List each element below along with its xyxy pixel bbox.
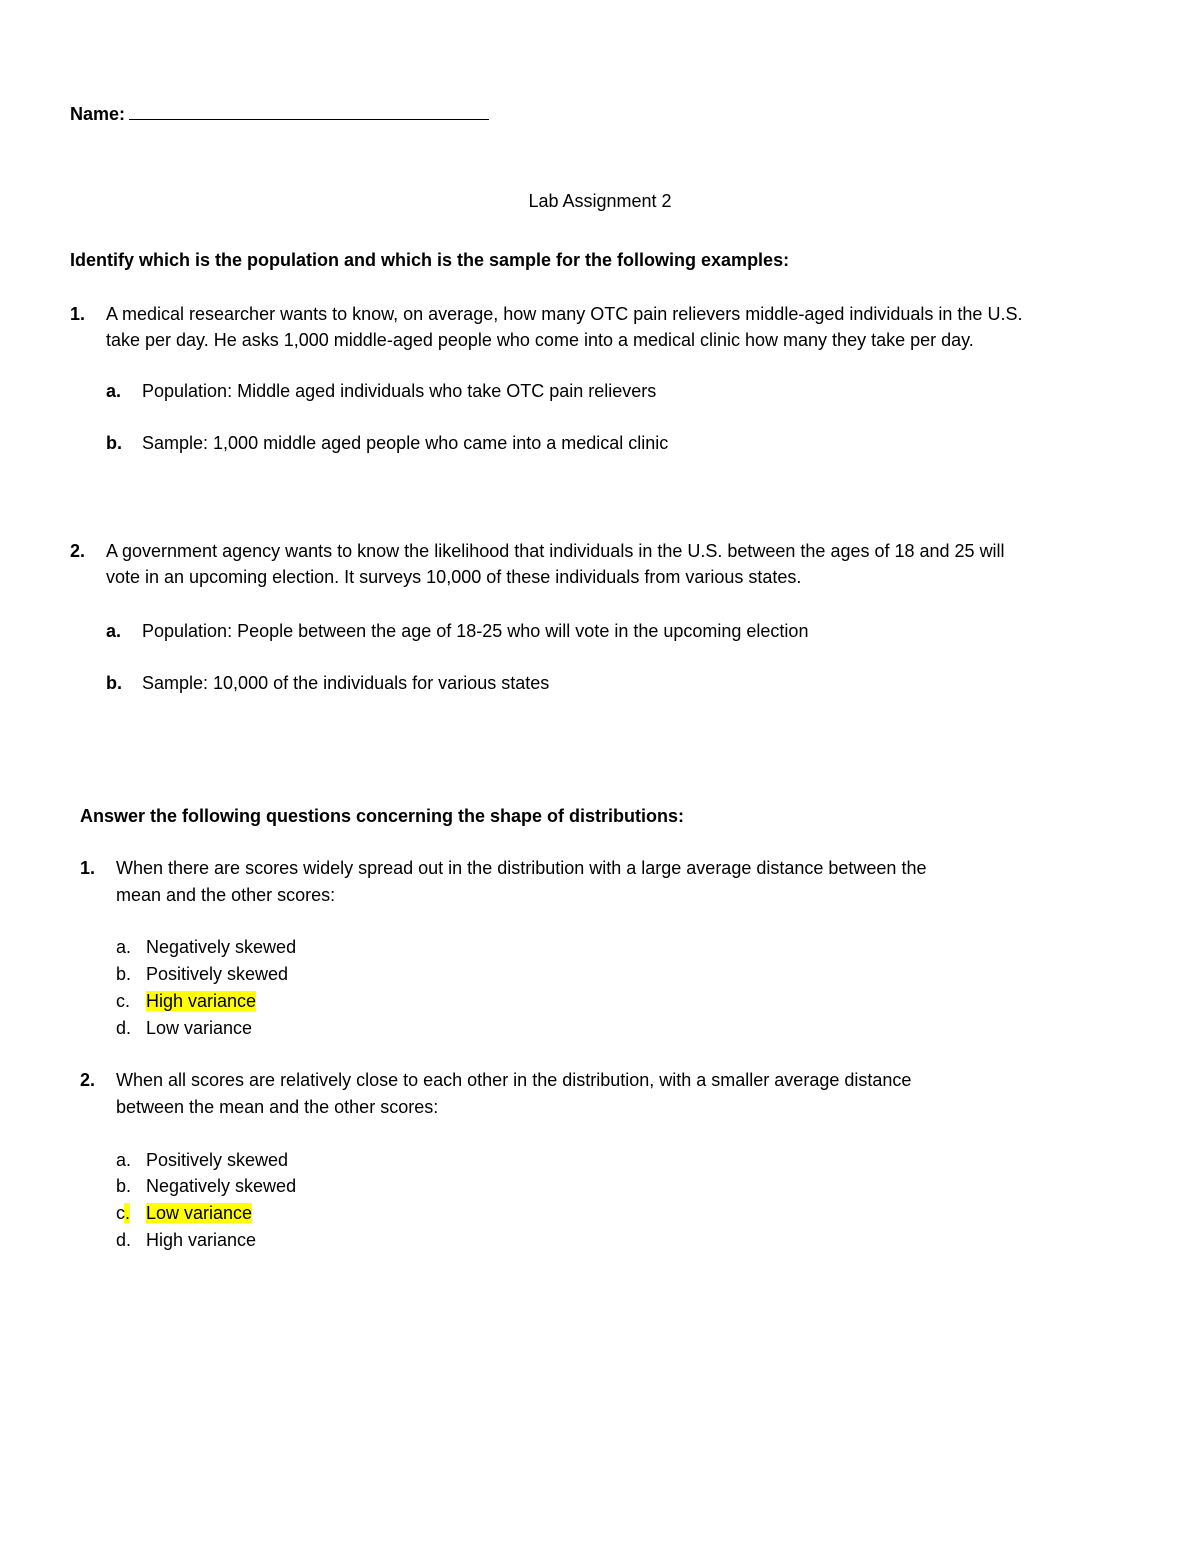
option-letter: d. bbox=[116, 1230, 132, 1250]
question-text-line: When all scores are relatively close to each other in the distribution, with a smaller average distance bbox=[116, 1070, 912, 1090]
question-number: 2. bbox=[70, 541, 86, 561]
answer-letter: b. bbox=[106, 433, 122, 453]
answer-sample: Sample: 1,000 middle aged people who came into a medical clinic bbox=[142, 433, 669, 453]
option-text: Positively skewed bbox=[146, 1150, 289, 1170]
answer-sample: Sample: 10,000 of the individuals for various states bbox=[142, 673, 550, 693]
name-label: Name: bbox=[70, 104, 126, 124]
question-text-line: take per day. He asks 1,000 middle-aged people who come into a medical clinic how many they take per day. bbox=[106, 330, 974, 350]
answer-letter: b. bbox=[106, 673, 122, 693]
option-text: Negatively skewed bbox=[146, 937, 297, 957]
answer-population: Population: People between the age of 18-25 who will vote in the upcoming election bbox=[142, 621, 809, 641]
question-text-line: When there are scores widely spread out in the distribution with a large average distance between the bbox=[116, 858, 927, 878]
answer-letter: a. bbox=[106, 621, 122, 641]
option-letter: a. bbox=[116, 937, 132, 957]
option-letter: c. bbox=[116, 991, 131, 1011]
document-title bbox=[0, 191, 1200, 212]
option-letter: b. bbox=[116, 1176, 132, 1196]
section1-instruction: Identify which is the population and which is the sample for the following examples: bbox=[70, 250, 790, 270]
option-text-highlighted bbox=[146, 1203, 252, 1224]
question-text-line: A government agency wants to know the likelihood that individuals in the U.S. between the ages of 18 and 25 will bbox=[106, 541, 1005, 561]
option-letter-highlighted bbox=[116, 1203, 130, 1224]
question-number: 1. bbox=[80, 858, 96, 878]
option-letter: d. bbox=[116, 1018, 132, 1038]
question-text-line: between the mean and the other scores: bbox=[116, 1097, 439, 1117]
section2-instruction: Answer the following questions concerning the shape of distributions: bbox=[80, 806, 685, 826]
answer-letter: a. bbox=[106, 381, 122, 401]
question-text-line: vote in an upcoming election. It surveys 10,000 of these individuals from various states. bbox=[106, 567, 802, 587]
document-title-text: Lab Assignment 2 bbox=[528, 191, 672, 211]
question-text-line: mean and the other scores: bbox=[116, 885, 336, 905]
letter-highlight: c. bbox=[116, 1203, 131, 1223]
option-text: Positively skewed bbox=[146, 964, 289, 984]
question-text-line: A medical researcher wants to know, on average, how many OTC pain relievers middle-aged individuals in the U.S. bbox=[106, 304, 1023, 324]
question-number: 2. bbox=[80, 1070, 96, 1090]
selected-answer-highlight: High variance bbox=[146, 991, 257, 1011]
question-number: 1. bbox=[70, 304, 86, 324]
answer-population: Population: Middle aged individuals who take OTC pain relievers bbox=[142, 381, 657, 401]
option-text: Low variance bbox=[146, 1018, 253, 1038]
option-text: High variance bbox=[146, 1230, 257, 1250]
name-field bbox=[70, 103, 489, 125]
option-text: Negatively skewed bbox=[146, 1176, 297, 1196]
option-text-highlighted bbox=[146, 991, 256, 1012]
option-letter: a. bbox=[116, 1150, 132, 1170]
selected-answer-highlight: Low variance bbox=[146, 1203, 253, 1223]
option-letter: b. bbox=[116, 964, 132, 984]
name-blank-line[interactable] bbox=[129, 103, 489, 120]
